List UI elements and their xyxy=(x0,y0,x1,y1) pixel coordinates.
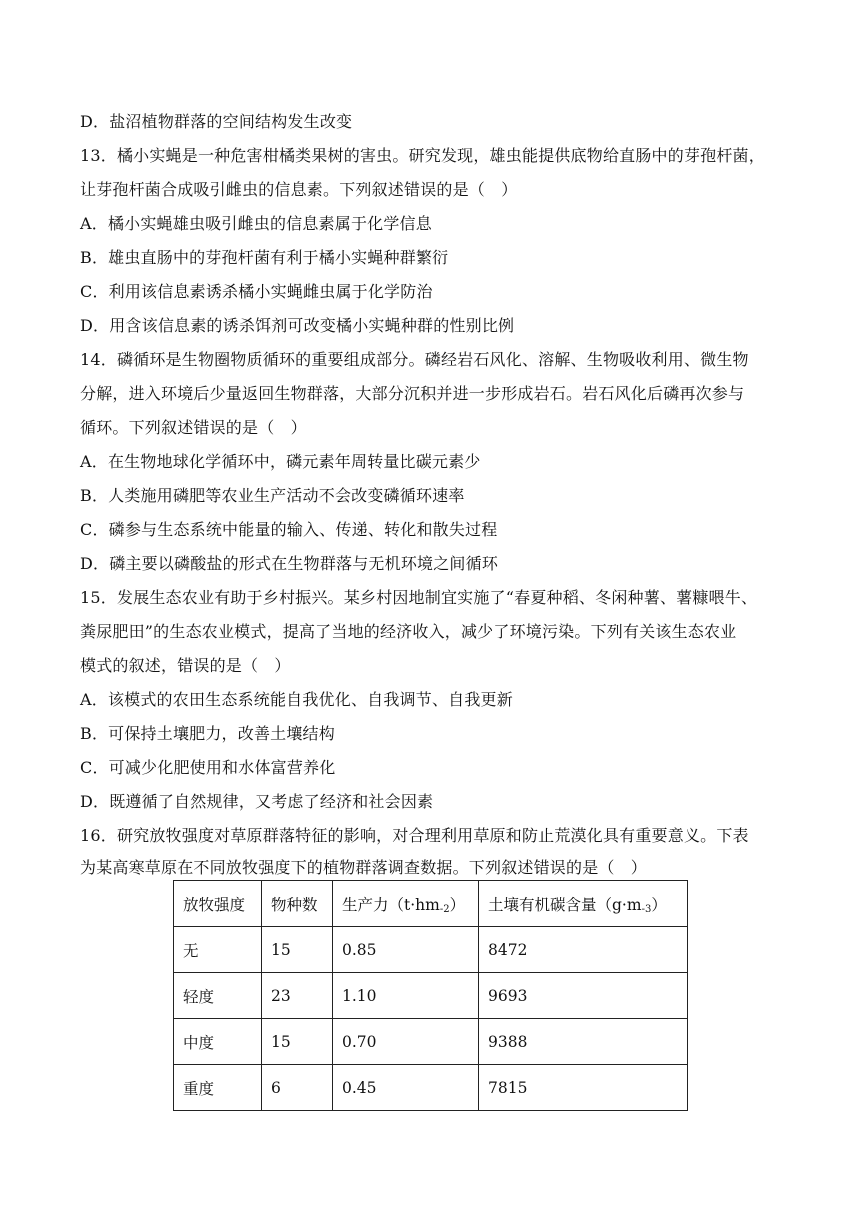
question-14-stem: 14．磷循环是生物圈物质循环的重要组成部分。磷经岩石风化、溶解、生物吸收利用、微生物 xyxy=(80,350,749,369)
option-14b: B．人类施用磷肥等农业生产活动不会改变磷循环速率 xyxy=(80,486,465,505)
option-13a: A．橘小实蝇雄虫吸引雌虫的信息素属于化学信息 xyxy=(80,214,432,233)
table-row xyxy=(174,1065,688,1111)
option-15d: D．既遵循了自然规律，又考虑了经济和社会因素 xyxy=(80,792,434,811)
table-cell: 重度 xyxy=(174,1065,262,1111)
question-15-stem: 15．发展生态农业有助于乡村振兴。某乡村因地制宜实施了“春夏种稻、冬闲种薯、薯糠喂牛、 xyxy=(80,588,758,607)
table-cell: 0.45 xyxy=(333,1065,479,1111)
table-cell: 9388 xyxy=(479,1019,688,1065)
option-12d: D．盐沼植物群落的空间结构发生改变 xyxy=(80,112,353,131)
option-13d: D．用含该信息素的诱杀饵剂可改变橘小实蝇种群的性别比例 xyxy=(80,316,515,335)
question-13-stem: 让芽孢杆菌合成吸引雌虫的信息素。下列叙述错误的是（ ） xyxy=(80,180,518,199)
table-header-row xyxy=(174,881,688,927)
table-row xyxy=(174,1019,688,1065)
table-cell: 8472 xyxy=(479,927,688,973)
table-row xyxy=(174,927,688,973)
table-row xyxy=(174,973,688,1019)
table-cell: 23 xyxy=(262,973,333,1019)
header-cell: 生产力$(t\cdot hm_{-2})$ xyxy=(333,881,479,927)
header-cell: 物种数 xyxy=(262,881,333,927)
question-15-stem: 模式的叙述，错误的是（ ） xyxy=(80,656,291,675)
option-15c: C．可减少化肥使用和水体富营养化 xyxy=(80,758,336,777)
option-14c: C．磷参与生态系统中能量的输入、传递、转化和散失过程 xyxy=(80,520,498,539)
question-15-stem: 粪尿肥田”的生态农业模式，提高了当地的经济收入，减少了环境污染。下列有关该生态农业 xyxy=(80,622,737,641)
option-13c: C．利用该信息素诱杀橘小实蝇雌虫属于化学防治 xyxy=(80,282,433,301)
table-cell: 中度 xyxy=(174,1019,262,1065)
option-15b: B．可保持土壤肥力，改善土壤结构 xyxy=(80,724,335,743)
table-cell: 1.10 xyxy=(333,973,479,1019)
table-cell: 15 xyxy=(262,1019,333,1065)
option-13b: B．雄虫直肠中的芽孢杆菌有利于橘小实蝇种群繁衍 xyxy=(80,248,449,267)
option-14d: D．磷主要以磷酸盐的形式在生物群落与无机环境之间循环 xyxy=(80,554,499,573)
option-14a: A．在生物地球化学循环中，磷元素年周转量比碳元素少 xyxy=(80,452,481,471)
grazing-data-table xyxy=(173,880,688,1111)
question-14-stem: 分解，进入环境后少量返回生物群落，大部分沉积并进一步形成岩石。岩石风化后磷再次参与 xyxy=(80,384,745,403)
table-cell: 无 xyxy=(174,927,262,973)
table-cell: 7815 xyxy=(479,1065,688,1111)
header-cell: 土壤有机碳含量$(g\cdot m_{-3})$ xyxy=(479,881,688,927)
question-16-stem: 为某高寒草原在不同放牧强度下的植物群落调查数据。下列叙述错误的是（ ） xyxy=(80,858,648,877)
question-16-stem: 16．研究放牧强度对草原群落特征的影响，对合理利用草原和防止荒漠化具有重要意义。下表 xyxy=(80,826,749,845)
header-cell: 放牧强度 xyxy=(174,881,262,927)
table-cell: 0.70 xyxy=(333,1019,479,1065)
table-cell: 0.85 xyxy=(333,927,479,973)
question-13-stem: 13．橘小实蝇是一种危害柑橘类果树的害虫。研究发现，雄虫能提供底物给直肠中的芽孢杆菌， xyxy=(80,146,765,165)
question-14-stem: 循环。下列叙述错误的是（ ） xyxy=(80,418,307,437)
table-cell: 6 xyxy=(262,1065,333,1111)
table-cell: 9693 xyxy=(479,973,688,1019)
table-cell: 15 xyxy=(262,927,333,973)
option-15a: A．该模式的农田生态系统能自我优化、自我调节、自我更新 xyxy=(80,690,513,709)
table-cell: 轻度 xyxy=(174,973,262,1019)
